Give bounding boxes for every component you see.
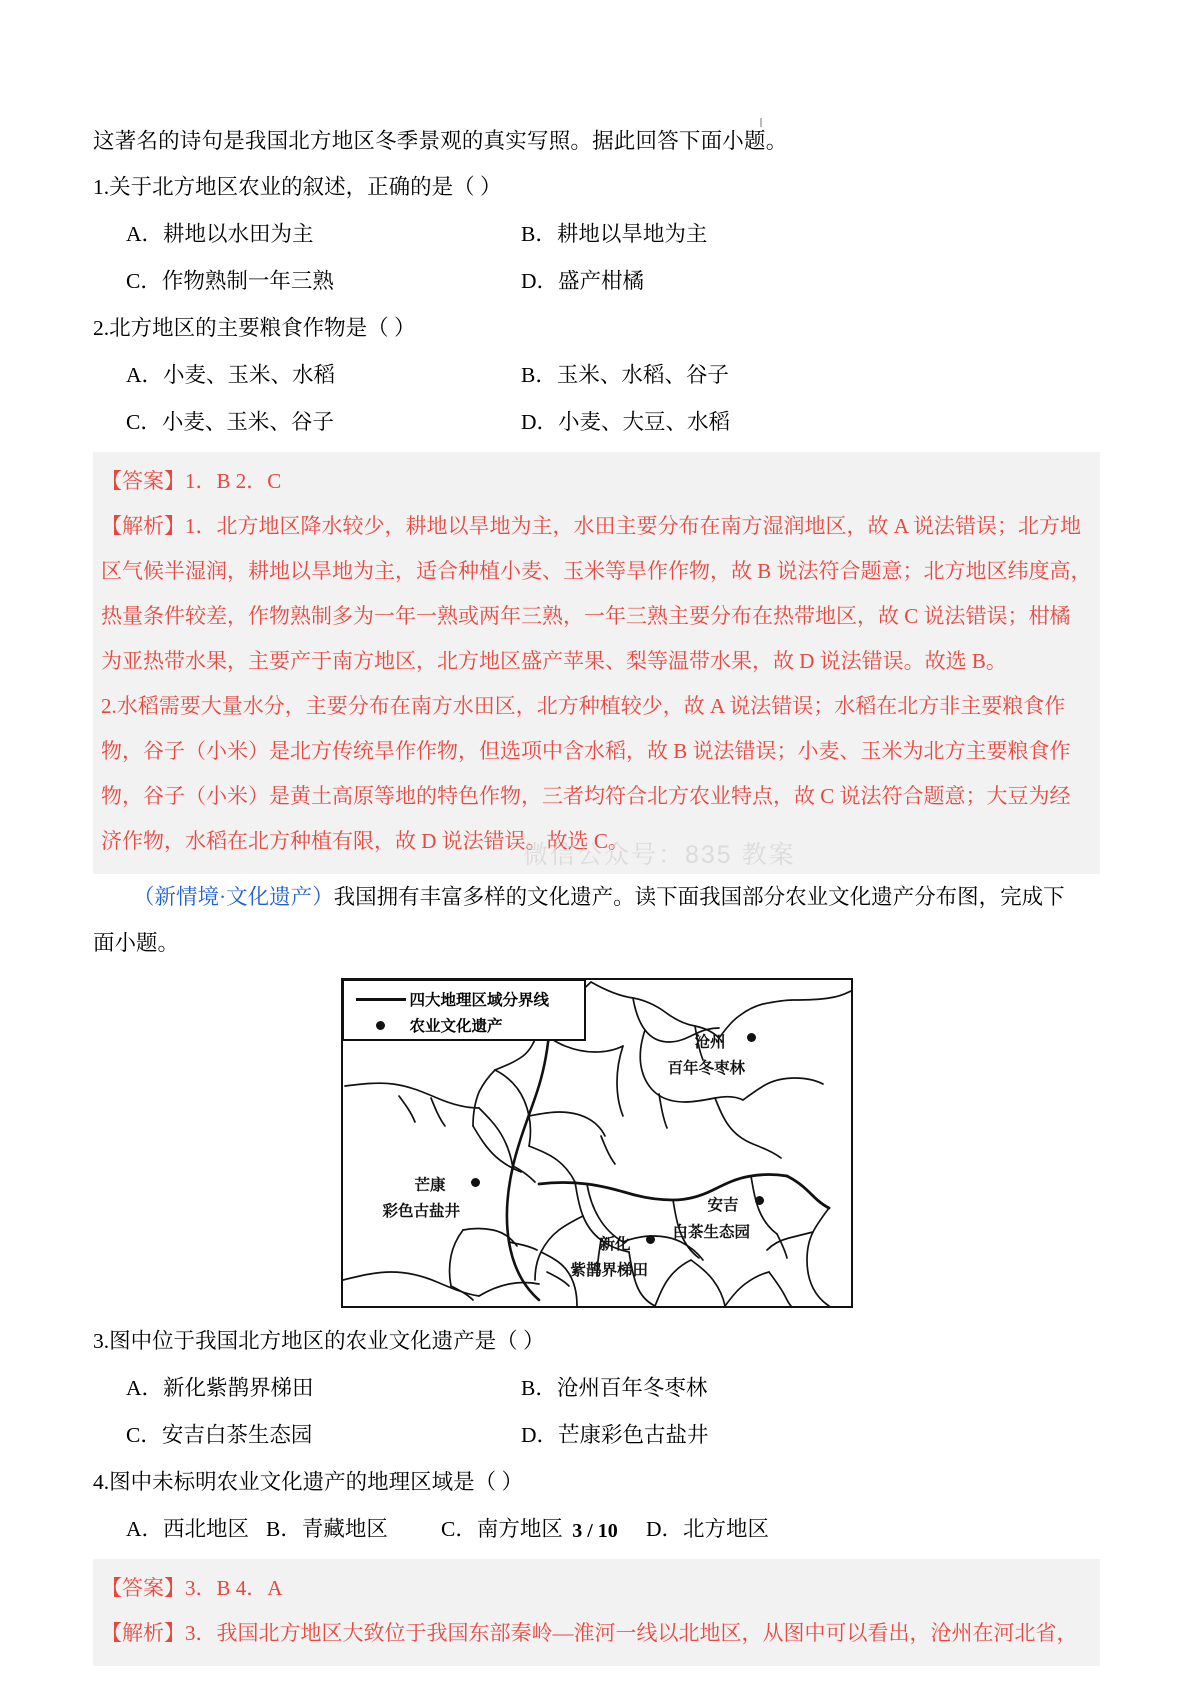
analysis-line-8: 济作物，水稻在北方种植有限，故 D 说法错误。故选 C。: [101, 829, 629, 853]
legend-row-heritage: [352, 1012, 584, 1038]
page-number-footer: 3 / 10: [572, 1520, 618, 1542]
question-4-option-c[interactable]: C．南方地区: [441, 1517, 563, 1541]
map-site-name-mangkang: 芒康: [414, 1177, 446, 1194]
map-site-name-cangzhou: 沧州: [694, 1034, 726, 1051]
analysis-line-2: 区气候半湿润，耕地以旱地为主，适合种植小麦、玉米等旱作作物，故 B 说法符合题意；北方地区纬度高，: [101, 559, 1092, 583]
question-2-option-a[interactable]: A．小麦、玉米、水稻: [126, 363, 336, 387]
answer-value-1: 1．B 2．C: [185, 469, 282, 493]
question-3-options-row-2: [93, 1412, 1100, 1459]
question-2-stem: 2.北方地区的主要粮食作物是（ ）: [93, 316, 416, 340]
map-site-dot-mangkang: [471, 1178, 480, 1187]
lead-in-paragraph-line-2: 面小题。: [93, 931, 180, 955]
analysis-line-3: 热量条件较差，作物熟制多为一年一熟或两年三熟，一年三熟主要分布在热带地区，故 C 说法错误；柑橘: [101, 604, 1071, 628]
question-3-option-c[interactable]: C．安吉白茶生态园: [126, 1423, 313, 1447]
legend-row-boundary: [352, 986, 584, 1012]
analysis-line-4: 为亚热带水果，主要产于南方地区，北方地区盛产苹果、梨等温带水果，故 D 说法错误。故选 B。: [101, 649, 1007, 673]
lead-in-text-line-1: 我国拥有丰富多样的文化遗产。读下面我国部分农业文化遗产分布图，完成下: [333, 885, 1065, 909]
page-content: [93, 118, 1100, 1666]
analysis-line-1: 【解析】1．北方地区降水较少，耕地以旱地为主，水田主要分布在南方湿润地区，故 A 说法错误；北方地: [101, 514, 1082, 538]
answer-line-2: 【答案】3．B 4．A: [101, 1576, 283, 1600]
map-site-name-xinhua: 新化: [599, 1236, 631, 1253]
question-1-option-b[interactable]: B．耕地以旱地为主: [521, 222, 708, 246]
question-4-option-d[interactable]: D．北方地区: [646, 1517, 770, 1541]
question-3-option-a[interactable]: A．新化紫鹊界梯田: [126, 1376, 314, 1400]
map-site-heritage-mangkang: 彩色古盐井: [382, 1203, 461, 1220]
answer-explanation-block-2: [93, 1559, 1100, 1666]
new-context-badge: （新情境·文化遗产）: [133, 885, 334, 909]
question-2-option-c[interactable]: C．小麦、玉米、谷子: [126, 410, 334, 434]
analysis-line-5: 2.水稻需要大量水分，主要分布在南方水田区，北方种植较少，故 A 说法错误；水稻在北方非主要粮食作: [101, 694, 1066, 718]
question-4-option-b[interactable]: B．青藏地区: [266, 1517, 388, 1541]
question-1-option-c[interactable]: C．作物熟制一年三熟: [126, 269, 334, 293]
question-4-stem: 4.图中未标明农业文化遗产的地理区域是（ ）: [93, 1470, 524, 1494]
answer-line-1: [101, 459, 1090, 504]
question-3-option-d[interactable]: D．芒康彩色古盐井: [521, 1423, 709, 1447]
question-1-stem: 1.关于北方地区农业的叙述，正确的是（ ）: [93, 175, 502, 199]
legend-label-heritage: 农业文化遗产: [409, 1018, 503, 1035]
map-site-dot-anji: [755, 1196, 764, 1205]
analysis-line-9: 【解析】3．我国北方地区大致位于我国东部秦岭—淮河一线以北地区，从图中可以看出，沧州在河北省，: [101, 1621, 1078, 1645]
watermark-text: 微信公众号：835 教案: [523, 841, 796, 869]
question-4-option-a[interactable]: A．西北地区: [126, 1517, 250, 1541]
question-1-options-row-2: [93, 258, 1100, 305]
question-2-option-b[interactable]: B．玉米、水稻、谷子: [521, 363, 729, 387]
heritage-distribution-map: [341, 978, 853, 1308]
analysis-line-6: 物，谷子（小米）是北方传统旱作作物，但选项中含水稻，故 B 说法错误；小麦、玉米为北方主要粮食作: [101, 739, 1071, 763]
map-site-dot-xinhua: [646, 1235, 655, 1244]
boundary-line-icon: [352, 998, 410, 1001]
heritage-dot-icon: [352, 1021, 410, 1030]
intro-paragraph: 这著名的诗句是我国北方地区冬季景观的真实写照。据此回答下面小题。: [93, 129, 788, 153]
question-1-option-d[interactable]: D．盛产柑橘: [521, 269, 645, 293]
question-2-option-d[interactable]: D．小麦、大豆、水稻: [521, 410, 731, 434]
map-site-name-anji: 安吉: [707, 1197, 739, 1214]
question-3-stem: 3.图中位于我国北方地区的农业文化遗产是（ ）: [93, 1329, 545, 1353]
map-site-heritage-xinhua: 紫鹊界梯田: [570, 1262, 649, 1279]
answer-tag-1: 【答案】: [101, 469, 185, 493]
legend-label-boundary: 四大地理区域分界线: [409, 992, 550, 1009]
map-site-heritage-cangzhou: 百年冬枣林: [667, 1060, 746, 1077]
answer-explanation-block-1: [93, 452, 1100, 874]
question-1-options-row-1: [93, 211, 1100, 258]
map-legend: [342, 979, 586, 1041]
question-2-options-row-1: [93, 352, 1100, 399]
question-2-options-row-2: [93, 399, 1100, 446]
question-1-option-a[interactable]: A．耕地以水田为主: [126, 222, 314, 246]
map-figure-wrapper: [93, 978, 1100, 1308]
analysis-line-7: 物，谷子（小米）是黄土高原等地的特色作物，三者均符合北方农业特点，故 C 说法符合题意；大豆为经: [101, 784, 1071, 808]
question-3-option-b[interactable]: B．沧州百年冬枣林: [521, 1376, 708, 1400]
map-site-dot-cangzhou: [747, 1033, 756, 1042]
question-3-options-row-1: [93, 1365, 1100, 1412]
map-site-heritage-anji: 白茶生态园: [672, 1224, 751, 1241]
